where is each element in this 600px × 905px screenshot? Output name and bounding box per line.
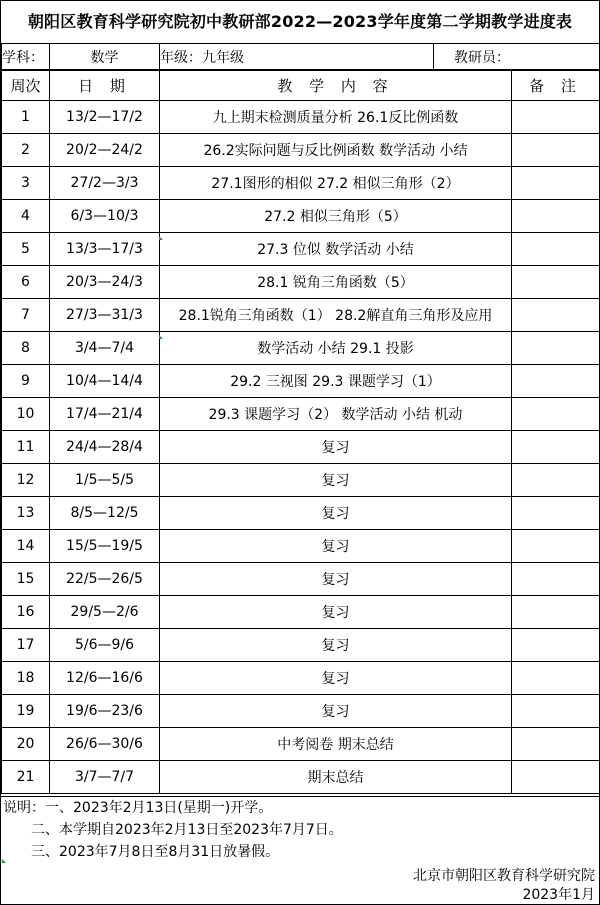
table-row — [2, 464, 600, 497]
notes-section — [1, 796, 599, 867]
week-cell: 6 — [2, 266, 50, 299]
date-cell: 26/6—30/6 — [50, 728, 160, 761]
table-row — [2, 728, 600, 761]
content-cell: 复习 — [160, 464, 512, 497]
note-line-2: 二、本学期自2023年2月13日至2023年7月7日。 — [31, 822, 343, 838]
remark-cell — [512, 299, 600, 332]
week-cell: 5 — [2, 233, 50, 266]
content-cell: 期末总结 — [160, 761, 512, 794]
week-cell: 17 — [2, 629, 50, 662]
date-cell: 5/6—9/6 — [50, 629, 160, 662]
table-row — [2, 596, 600, 629]
remark-cell — [512, 167, 600, 200]
table-row — [2, 761, 600, 794]
content-cell: 九上期末检测质量分析 26.1反比例函数 — [160, 101, 512, 134]
week-cell: 7 — [2, 299, 50, 332]
content-cell: 29.3 课题学习（2） 数学活动 小结 机动 — [160, 398, 512, 431]
table-row — [2, 200, 600, 233]
remark-cell — [512, 563, 600, 596]
cell-marker — [159, 335, 163, 339]
week-cell: 21 — [2, 761, 50, 794]
date-cell: 13/2—17/2 — [50, 101, 160, 134]
week-cell: 1 — [2, 101, 50, 134]
remark-cell — [512, 431, 600, 464]
week-cell: 12 — [2, 464, 50, 497]
date-cell: 10/4—14/4 — [50, 365, 160, 398]
remark-cell — [512, 365, 600, 398]
date-cell: 15/5—19/5 — [50, 530, 160, 563]
table-row — [2, 563, 600, 596]
date-cell: 27/2—3/3 — [50, 167, 160, 200]
content-cell: 数学活动 小结 29.1 投影 — [160, 332, 512, 365]
date-cell: 3/7—7/7 — [50, 761, 160, 794]
table-row — [2, 233, 600, 266]
remark-cell — [512, 101, 600, 134]
table-row — [2, 101, 600, 134]
note-line-3: 三、2023年7月8日至8月31日放暑假。 — [31, 844, 280, 860]
table-row — [2, 497, 600, 530]
date-cell: 17/4—21/4 — [50, 398, 160, 431]
table-row — [2, 662, 600, 695]
info-row — [2, 44, 600, 71]
table-row — [2, 299, 600, 332]
table-body — [2, 101, 600, 794]
footer-org: 北京市朝阳区教育科学研究院 — [413, 868, 595, 884]
week-cell: 13 — [2, 497, 50, 530]
week-cell: 11 — [2, 431, 50, 464]
remark-cell — [512, 332, 600, 365]
content-cell: 复习 — [160, 662, 512, 695]
date-cell: 20/3—24/3 — [50, 266, 160, 299]
footer-date: 2023年1月 — [522, 887, 595, 903]
table-row — [2, 530, 600, 563]
content-cell: 复习 — [160, 596, 512, 629]
remark-cell — [512, 134, 600, 167]
content-cell: 26.2实际问题与反比例函数 数学活动 小结 — [160, 134, 512, 167]
table-row — [2, 398, 600, 431]
page-title: 朝阳区教育科学研究院初中教研部2022—2023学年度第二学期教学进度表 — [27, 12, 573, 31]
header-week: 周次 — [2, 70, 50, 101]
remark-cell — [512, 530, 600, 563]
remark-cell — [512, 728, 600, 761]
week-cell: 16 — [2, 596, 50, 629]
progress-table — [1, 69, 600, 794]
week-cell: 10 — [2, 398, 50, 431]
content-cell: 27.1图形的相似 27.2 相似三角形（2） — [160, 167, 512, 200]
content-cell: 复习 — [160, 497, 512, 530]
date-cell: 3/4—7/4 — [50, 332, 160, 365]
week-cell: 15 — [2, 563, 50, 596]
table-row — [2, 365, 600, 398]
week-cell: 18 — [2, 662, 50, 695]
researcher-label — [434, 44, 600, 71]
week-cell: 4 — [2, 200, 50, 233]
cell-marker — [2, 859, 6, 863]
remark-cell — [512, 398, 600, 431]
date-cell: 27/3—31/3 — [50, 299, 160, 332]
content-cell: 29.2 三视图 29.3 课题学习（1） — [160, 365, 512, 398]
remark-cell — [512, 266, 600, 299]
table-row — [2, 266, 600, 299]
cell-marker — [159, 236, 163, 240]
date-cell: 13/3—17/3 — [50, 233, 160, 266]
date-cell: 8/5—12/5 — [50, 497, 160, 530]
remark-cell — [512, 497, 600, 530]
remark-cell — [512, 761, 600, 794]
week-cell: 2 — [2, 134, 50, 167]
subject-label: 学科： — [2, 44, 50, 71]
week-cell: 8 — [2, 332, 50, 365]
table-row — [2, 134, 600, 167]
content-cell: 复习 — [160, 530, 512, 563]
remark-cell — [512, 695, 600, 728]
content-cell: 27.2 相似三角形（5） — [160, 200, 512, 233]
content-cell: 复习 — [160, 431, 512, 464]
table-row — [2, 695, 600, 728]
date-cell: 20/2—24/2 — [50, 134, 160, 167]
content-cell: 28.1锐角三角函数（1） 28.2解直角三角形及应用 — [160, 299, 512, 332]
content-cell: 28.1 锐角三角函数（5） — [160, 266, 512, 299]
table-row — [2, 167, 600, 200]
note-line-1: 说明：一、2023年2月13日(星期一)开学。 — [3, 800, 273, 816]
remark-cell — [512, 629, 600, 662]
content-cell: 复习 — [160, 563, 512, 596]
header-content: 教 学 内 容 — [160, 70, 512, 101]
week-cell: 3 — [2, 167, 50, 200]
table-row — [2, 431, 600, 464]
date-cell: 22/5—26/5 — [50, 563, 160, 596]
week-cell: 9 — [2, 365, 50, 398]
date-cell: 29/5—2/6 — [50, 596, 160, 629]
table-row — [2, 332, 600, 365]
header-row — [2, 70, 600, 101]
date-cell: 12/6—16/6 — [50, 662, 160, 695]
researcher-text: 教研员： — [454, 50, 510, 66]
subject-value: 数学 — [50, 44, 160, 71]
grade-label: 年级：九年级 — [160, 44, 434, 71]
remark-cell — [512, 464, 600, 497]
content-cell: 复习 — [160, 629, 512, 662]
schedule-table — [1, 43, 600, 71]
table-row — [2, 629, 600, 662]
header-remark: 备 注 — [512, 70, 600, 101]
content-cell: 复习 — [160, 695, 512, 728]
date-cell: 19/6—23/6 — [50, 695, 160, 728]
date-cell: 6/3—10/3 — [50, 200, 160, 233]
content-cell: 中考阅卷 期末总结 — [160, 728, 512, 761]
header-date: 日 期 — [50, 70, 160, 101]
remark-cell — [512, 200, 600, 233]
date-cell: 24/4—28/4 — [50, 431, 160, 464]
week-cell: 20 — [2, 728, 50, 761]
date-cell: 1/5—5/5 — [50, 464, 160, 497]
content-cell: 27.3 位似 数学活动 小结 — [160, 233, 512, 266]
week-cell: 14 — [2, 530, 50, 563]
remark-cell — [512, 233, 600, 266]
week-cell: 19 — [2, 695, 50, 728]
remark-cell — [512, 662, 600, 695]
remark-cell — [512, 596, 600, 629]
